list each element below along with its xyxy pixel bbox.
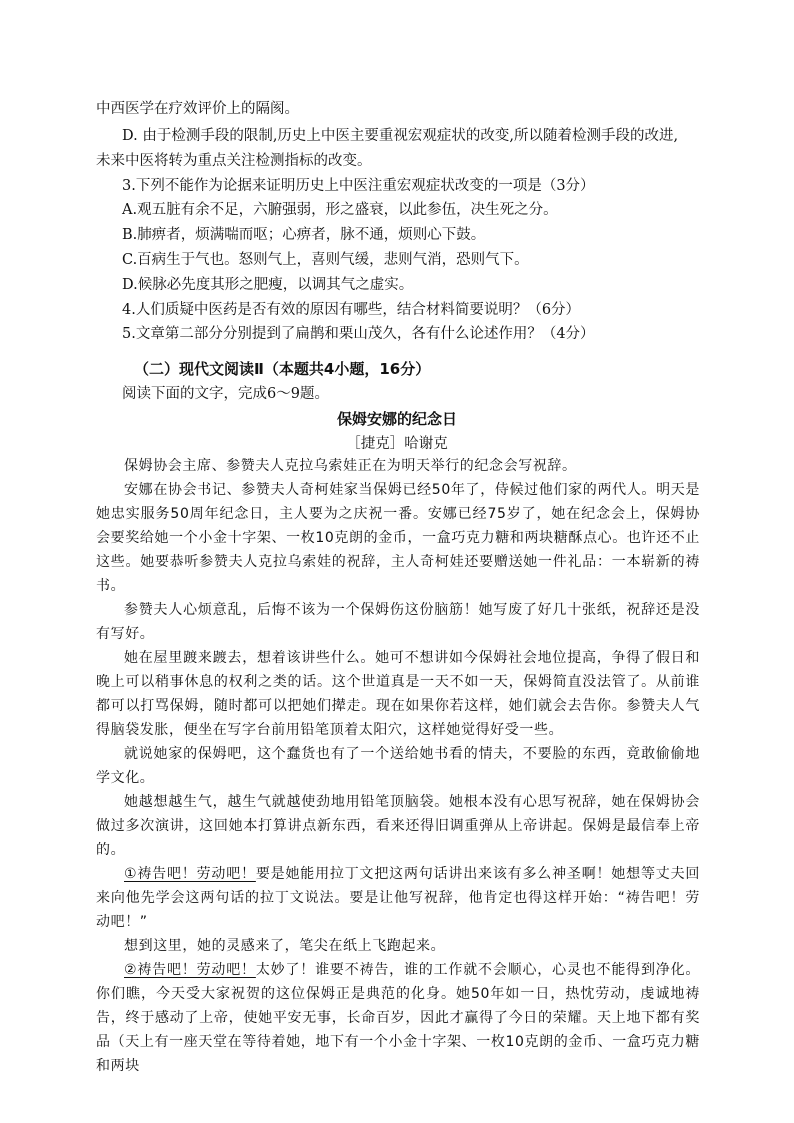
story-title: 保姆安娜的纪念日 <box>336 410 457 428</box>
story-author: ［捷克］哈谢克 <box>346 436 448 452</box>
question-5: 5.文章第二部分分别提到了扁鹊和栗山茂久，各有什么论述作用？（4分） <box>122 326 595 342</box>
paragraph-text: 要是她能用拉丁文把这两句话讲出来该有多么神圣啊！她想等丈夫回来向他先学会这两句话的拉丁文说法。要是让他写祝辞，他肯定也得这样开始：“祷告吧！劳动吧！” <box>96 866 700 930</box>
option-d-line-2: 未来中医将转为重点关注检测指标的改变。 <box>96 153 372 169</box>
option-d-line-1: D. 由于检测手段的限制,历史上中医主要重视宏观症状的改变,所以随着检测手段的改进, <box>122 128 679 144</box>
story-paragraph: 她在屋里踱来踱去，想着该讲些什么。她可不想讲如今保姆社会地位提高，争得了假日和晚上可以稍事休息的权利之类的话。这个世道真是一天不如一天，保姆简直没法管了。从前谁都可以打骂保姆，随时都可以把她们撵走。现在如果你若这样，她们就会去告你。参赞夫人气得脑袋发胀，便坐在写字台前用铅笔顶着太阳穴，这样她觉得好受一些。 <box>96 650 700 738</box>
section-instruction: 阅读下面的文字，完成6～9题。 <box>122 386 329 402</box>
question-3-option-b: B.肺痹者，烦满喘而呕；心痹者，脉不通，烦则心下鼓。 <box>122 227 486 243</box>
section-heading: （二）现代文阅读Ⅱ（本题共4小题，16分） <box>134 360 431 378</box>
story-paragraph <box>96 958 700 1078</box>
text-line: 中西医学在疗效评价上的隔阂。 <box>96 101 299 117</box>
story-paragraph: 她越想越生气，越生气就越使劲地用铅笔顶脑袋。她根本没有心思写祝辞，她在保姆协会做过多次演讲，这回她本打算讲点新东西，看来还得旧调重弹从上帝讲起。保姆是最信奉上帝的。 <box>96 794 700 858</box>
question-4: 4.人们质疑中医药是否有效的原因有哪些，结合材料简要说明？（6分） <box>122 302 581 318</box>
story-paragraph: 参赞夫人心烦意乱，后悔不该为一个保姆伤这份脑筋！她写废了好几十张纸，祝辞还是没有写好。 <box>96 602 700 642</box>
question-3-option-a: A.观五脏有余不足，六腑强弱，形之盛衰，以此参伍，决生死之分。 <box>122 202 558 218</box>
story-paragraph: 保姆协会主席、参赞夫人克拉乌索娃正在为明天举行的纪念会写祝辞。 <box>124 458 577 474</box>
question-3-option-c: C.百病生于气也。怒则气上，喜则气缓，悲则气消，恐则气下。 <box>122 252 529 268</box>
question-3-option-d: D.候脉必先度其形之肥瘦，以调其气之虚实。 <box>122 277 414 293</box>
paragraph-text: 太妙了！谁要不祷告，谁的工作就不会顺心，心灵也不能得到净化。你们瞧，今天受大家祝贺的这位保姆正是典范的化身。她50年如一日，热忱劳动，虔诚地祷告，终于感动了上帝，使她平安无事，长命百岁，因此才赢得了今日的荣耀。天上地下都有奖品（天上有一座天堂在等待着她，地下有一个小金十字架、一枚10克朗的金币、一盒巧克力糖和两块 <box>96 962 700 1074</box>
underlined-phrase-2: ②祷告吧！劳动吧！ <box>124 962 256 978</box>
story-paragraph: 想到这里，她的灵感来了，笔尖在纸上飞跑起来。 <box>124 938 446 954</box>
story-paragraph: 就说她家的保姆吧，这个蠢货也有了一个送给她书看的情夫，不要脸的东西，竟敢偷偷地学文化。 <box>96 746 700 786</box>
question-3: 3.下列不能作为论据来证明历史上中医注重宏观症状改变的一项是（3分） <box>122 178 595 194</box>
story-paragraph: 安娜在协会书记、参赞夫人奇柯娃家当保姆已经50年了，侍候过他们家的两代人。明天是她忠实服务50周年纪念日，主人要为之庆祝一番。安娜已经75岁了，她在纪念会上，保姆协会要奖给她一个小金十字架、一枚10克朗的金币，一盒巧克力糖和两块糖酥点心。也许还不止这些。她要恭听参赞夫人克拉乌索娃的祝辞，主人奇柯娃还要赠送她一件礼品：一本崭新的祷书。 <box>96 482 700 594</box>
story-paragraph <box>96 862 700 934</box>
underlined-phrase-1: ①祷告吧！劳动吧！ <box>124 866 256 882</box>
